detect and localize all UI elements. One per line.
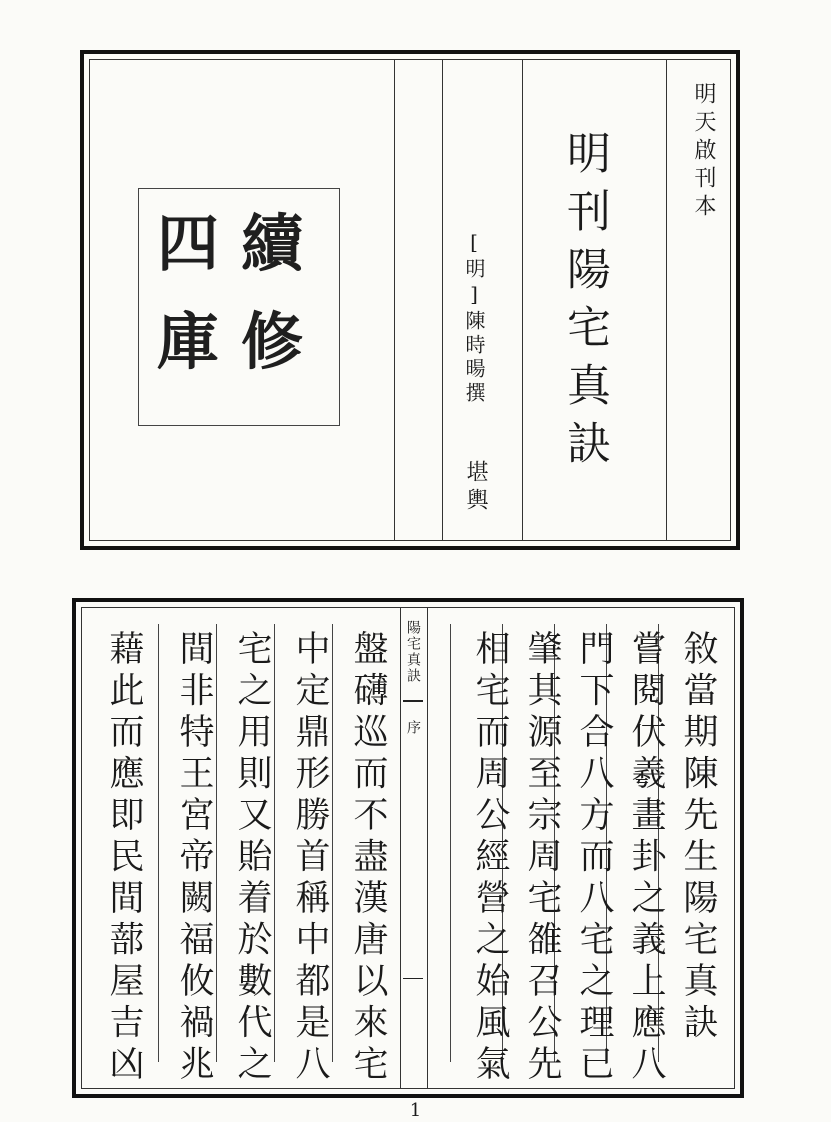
text-column: 門下合八方而八宅之理已 (574, 630, 614, 1087)
text-column: 中定鼎形勝首稱中都是八 (290, 630, 330, 1087)
divider-line (522, 60, 523, 540)
divider-line (394, 60, 395, 540)
fish-tail-mark (403, 978, 423, 979)
column-rule (332, 624, 333, 1062)
strip-section-label: 序 (405, 720, 421, 734)
seal-character: 修 (241, 305, 304, 378)
category-label: 堪輿 (463, 460, 488, 516)
column-rule (274, 624, 275, 1062)
seal-character: 續 (241, 207, 304, 280)
divider-line (666, 60, 667, 540)
column-rule (216, 624, 217, 1062)
divider-line (442, 60, 443, 540)
column-rule (158, 624, 159, 1062)
strip-book-title: 陽宅真訣 (405, 620, 421, 684)
title-page-inner-border (89, 59, 731, 541)
text-column: 宅之用則又貽着於數代之 (232, 630, 272, 1087)
title-page-frame (80, 50, 740, 550)
seal-character: 庫 (157, 305, 220, 378)
page-number: 1 (409, 1100, 422, 1121)
text-column: 嘗閱伏羲畫卦之義上應八 (626, 630, 666, 1087)
column-rule (450, 624, 451, 1062)
fish-tail-mark (403, 700, 423, 710)
edition-note: 明天啟刊本 (691, 82, 716, 222)
author-line: [明]陳時暘撰 (462, 230, 486, 406)
text-column: 藉此而應即民間蔀屋吉凶 (104, 630, 144, 1087)
text-column: 盤礴巡而不盡漢唐以來宅 (348, 630, 388, 1087)
text-column: 間非特王宮帝闕福攸禍兆 (174, 630, 214, 1087)
text-column: 肇其源至宗周宅雒召公先 (522, 630, 562, 1087)
text-column: 敘當期陳先生陽宅真訣 (678, 630, 718, 1045)
text-column: 相宅而周公經營之始風氣 (470, 630, 510, 1087)
series-seal (138, 188, 340, 426)
text-page-inner-border (81, 607, 735, 1089)
book-title: 明刊陽宅真訣 (559, 130, 610, 478)
seal-character: 四 (157, 207, 220, 280)
center-fold-strip (400, 608, 428, 1088)
text-page-frame (72, 598, 744, 1098)
